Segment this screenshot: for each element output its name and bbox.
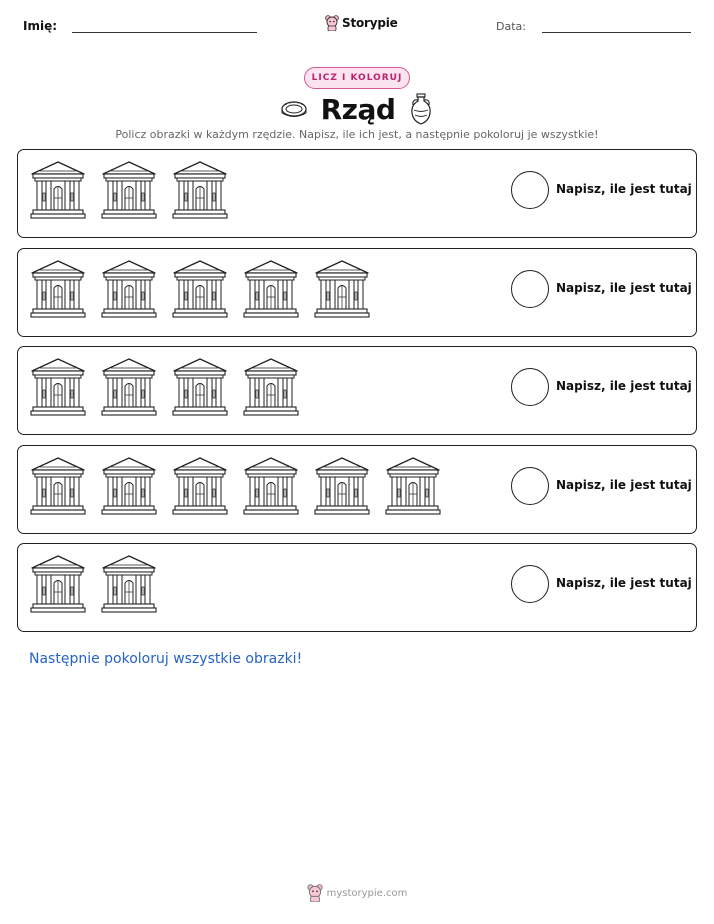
site-footer [0,884,714,902]
greek-temple-icon [30,160,86,220]
mascot-icon [325,15,339,31]
amphitheater-icon [281,100,307,118]
activity-badge: LICZ I KOLORUJ [304,67,410,89]
amphora-icon [409,93,433,125]
counting-row [17,248,697,337]
title-row [0,90,714,128]
row-prompt: Napisz, ile jest tutaj [556,280,692,295]
greek-temple-icon [101,160,157,220]
row-prompt: Napisz, ile jest tutaj [556,576,692,590]
row-pictures [30,456,441,526]
date-label: Data: [496,20,526,33]
greek-temple-icon [30,456,86,516]
row-pictures [30,259,370,329]
name-label: Imię: [23,19,58,33]
greek-temple-icon [172,456,228,516]
greek-temple-icon [101,456,157,516]
greek-temple-icon [101,554,157,614]
mascot-icon [307,884,323,902]
answer-circle[interactable] [511,270,549,308]
instructions: Policz obrazki w każdym rzędzie. Napisz, ile ich jest, a następnie pokoloruj je wszystkie! [115,128,599,141]
brand-name: Storypie [342,16,398,30]
greek-temple-icon [385,456,441,516]
page-title: Rząd [320,92,396,126]
greek-temple-icon [30,554,86,614]
greek-temple-icon [30,259,86,319]
row-pictures [30,554,157,624]
greek-temple-icon [243,456,299,516]
answer-circle[interactable] [511,565,549,603]
date-line[interactable] [542,32,691,33]
answer-circle[interactable] [511,171,549,209]
greek-temple-icon [172,259,228,319]
row-prompt: Napisz, ile jest tutaj [556,477,692,492]
answer-circle[interactable] [511,467,549,505]
row-pictures [30,160,228,230]
counting-row [17,543,697,632]
row-pictures [30,357,299,427]
greek-temple-icon [314,456,370,516]
greek-temple-icon [30,357,86,417]
greek-temple-icon [101,259,157,319]
coloring-instruction: Następnie pokoloruj wszystkie obrazki! [29,651,303,667]
greek-temple-icon [243,357,299,417]
greek-temple-icon [314,259,370,319]
greek-temple-icon [101,357,157,417]
greek-temple-icon [172,160,228,220]
counting-row [17,346,697,435]
name-line[interactable] [72,32,257,33]
greek-temple-icon [172,357,228,417]
brand-logo [325,13,398,33]
counting-row [17,445,697,534]
answer-circle[interactable] [511,368,549,406]
counting-row [17,149,697,238]
row-prompt: Napisz, ile jest tutaj [556,379,692,393]
site-url: mystorypie.com [326,887,408,899]
row-prompt: Napisz, ile jest tutaj [556,182,692,196]
greek-temple-icon [243,259,299,319]
